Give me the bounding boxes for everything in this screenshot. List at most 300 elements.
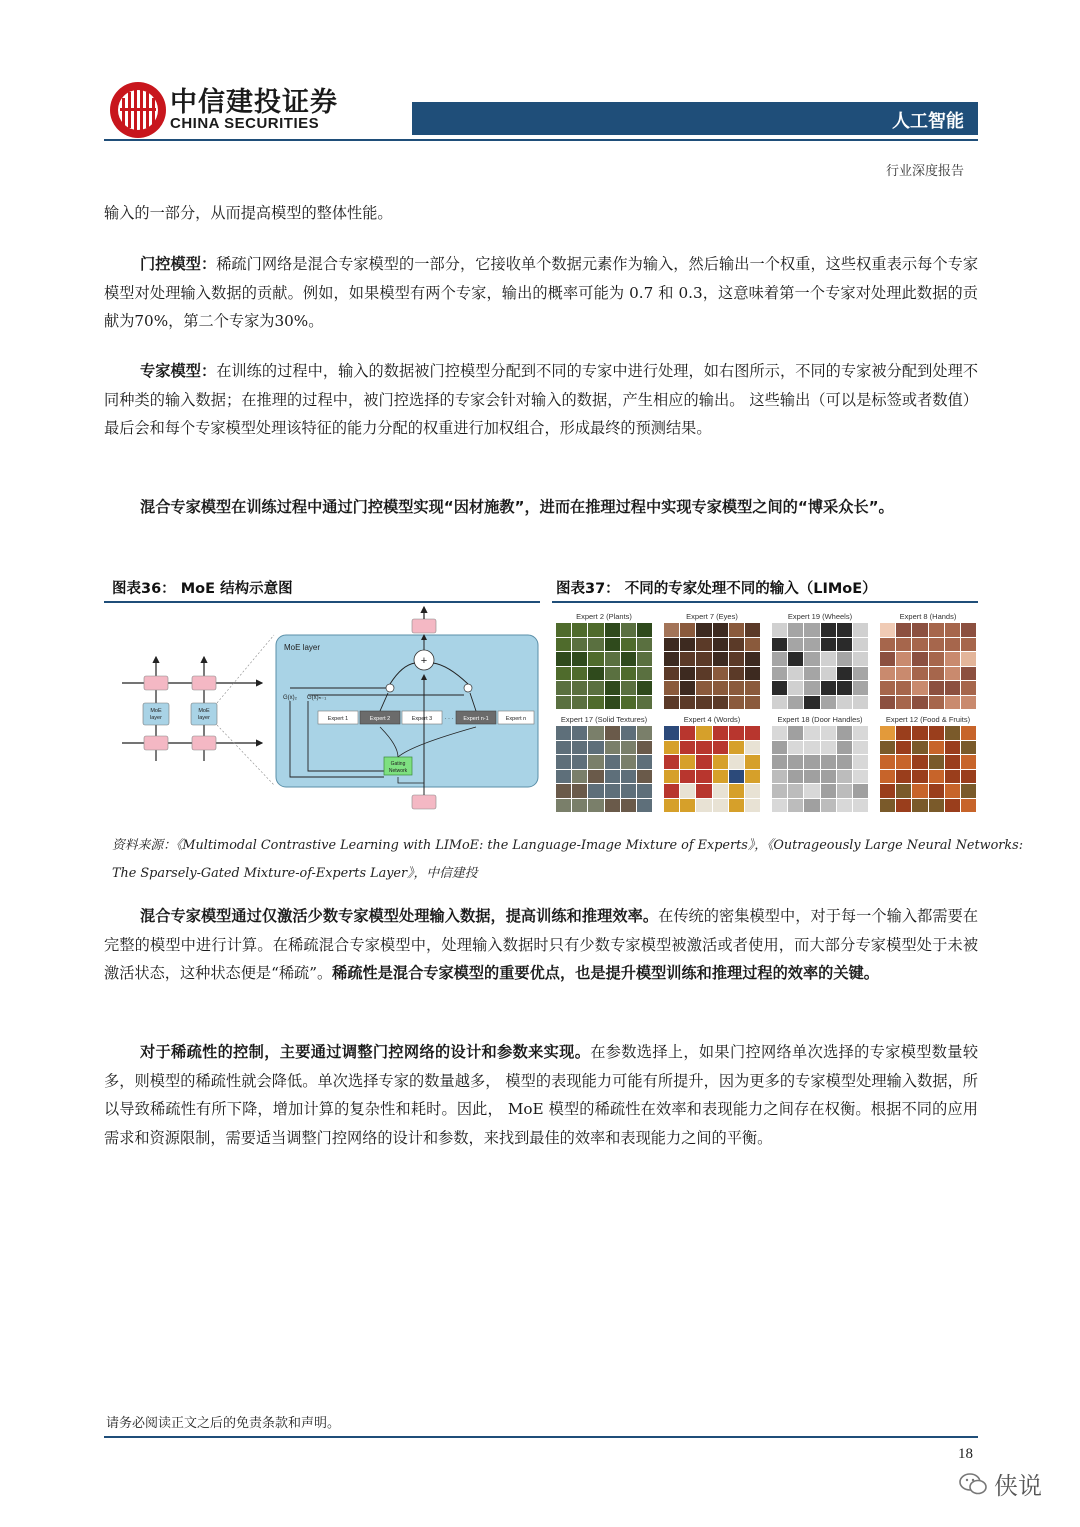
control-text: 在参数选择上，如果门控网络单次选择的专家模型数量较多，则模型的稀疏性就会降低。单次选择专家的数量越多， 模型的表现能力可能有所提升，因为更多的专家模型处理输入数据，所以导致稀疏性有所下降，增加计算的复杂性和耗时。因此， MoE 模型的稀疏性在效率和表现能力之间存在权衡。根据不同的应用需求和资源限制，需要适当调整门控网络的设计和参数，来找到最佳的效率和表现能力之间的平衡。 — [104, 1043, 979, 1147]
image-patch — [853, 667, 868, 681]
image-patch — [664, 741, 679, 755]
figure37-rule — [552, 601, 978, 603]
image-patch — [821, 681, 836, 695]
image-patch — [664, 652, 679, 666]
image-patch — [556, 726, 571, 740]
image-patch — [696, 681, 711, 695]
image-patch — [929, 741, 944, 755]
image-patch — [621, 681, 636, 695]
source-line-2: The Sparsely-Gated Mixture-of-Experts Layer》，中信建投 — [112, 866, 478, 881]
experts-text: 在训练的过程中，输入的数据被门控模型分配到不同的专家中进行处理，如右图所示，不同的专家被分配到处理不同种类的输入数据；在推理的过程中，被门控选择的专家会针对输入的数据，产生相应的输出。 这些输出（可以是标签或者数值） 最后会和每个专家模型处理该特征的能力分配的权重进行加权组合，形成最终的预测结果。 — [104, 362, 979, 437]
image-patch — [729, 726, 744, 740]
company-name-cn: 中信建投证券 — [170, 87, 338, 118]
image-patch — [961, 741, 976, 755]
expert-image-grid — [556, 623, 652, 709]
image-patch — [556, 741, 571, 755]
image-patch — [804, 667, 819, 681]
image-patch — [929, 726, 944, 740]
report-type: 行业深度报告 — [886, 164, 965, 179]
image-patch — [605, 696, 620, 710]
image-patch — [637, 652, 652, 666]
image-patch — [896, 784, 911, 798]
expert-image-grid — [664, 623, 760, 709]
expert-tile — [664, 612, 760, 709]
image-patch — [605, 667, 620, 681]
image-patch — [880, 652, 895, 666]
image-patch — [912, 726, 927, 740]
image-patch — [556, 755, 571, 769]
image-patch — [804, 784, 819, 798]
image-patch — [664, 726, 679, 740]
image-patch — [853, 784, 868, 798]
wechat-icon — [958, 1471, 988, 1497]
image-patch — [837, 696, 852, 710]
image-patch — [745, 667, 760, 681]
image-patch — [637, 799, 652, 813]
image-patch — [912, 799, 927, 813]
image-patch — [696, 726, 711, 740]
image-patch — [713, 784, 728, 798]
image-patch — [896, 638, 911, 652]
image-patch — [837, 755, 852, 769]
expert-tile — [556, 715, 652, 812]
image-patch — [945, 755, 960, 769]
image-patch — [961, 623, 976, 637]
image-patch — [880, 696, 895, 710]
image-patch — [853, 755, 868, 769]
image-patch — [713, 741, 728, 755]
image-patch — [713, 652, 728, 666]
image-patch — [605, 755, 620, 769]
image-patch — [945, 784, 960, 798]
image-patch — [713, 623, 728, 637]
image-patch — [804, 755, 819, 769]
image-patch — [713, 755, 728, 769]
expert-label: Expert 17 (Solid Textures) — [560, 715, 648, 724]
expert-image-panel — [556, 612, 976, 818]
image-patch — [961, 784, 976, 798]
layer-box — [192, 736, 216, 750]
image-patch — [788, 770, 803, 784]
svg-text:layer: layer — [150, 715, 162, 721]
image-patch — [804, 623, 819, 637]
image-patch — [896, 652, 911, 666]
image-patch — [912, 638, 927, 652]
company-logo — [108, 80, 168, 140]
image-patch — [837, 638, 852, 652]
image-patch — [572, 784, 587, 798]
section-banner — [412, 102, 978, 135]
svg-text:MoE: MoE — [150, 708, 162, 714]
image-patch — [664, 623, 679, 637]
watermark-text: 侠说 — [994, 1472, 1042, 1500]
image-patch — [572, 696, 587, 710]
image-patch — [745, 726, 760, 740]
image-patch — [680, 784, 695, 798]
image-patch — [696, 638, 711, 652]
image-patch — [621, 755, 636, 769]
image-patch — [961, 799, 976, 813]
image-patch — [605, 623, 620, 637]
image-patch — [837, 799, 852, 813]
image-patch — [772, 755, 787, 769]
image-patch — [961, 726, 976, 740]
image-patch — [961, 638, 976, 652]
image-patch — [637, 770, 652, 784]
image-patch — [572, 755, 587, 769]
image-patch — [961, 696, 976, 710]
image-patch — [621, 696, 636, 710]
image-patch — [696, 741, 711, 755]
image-patch — [621, 623, 636, 637]
svg-text:· · ·: · · · — [444, 716, 454, 722]
image-patch — [621, 667, 636, 681]
image-patch — [605, 784, 620, 798]
image-patch — [729, 741, 744, 755]
image-patch — [621, 784, 636, 798]
image-patch — [588, 755, 603, 769]
image-patch — [837, 726, 852, 740]
image-patch — [912, 652, 927, 666]
image-patch — [929, 799, 944, 813]
image-patch — [961, 681, 976, 695]
image-patch — [804, 652, 819, 666]
image-patch — [745, 770, 760, 784]
image-patch — [853, 726, 868, 740]
image-patch — [804, 770, 819, 784]
image-patch — [912, 784, 927, 798]
svg-text:Expert n: Expert n — [505, 716, 527, 722]
moe-layer-title: MoE layer — [284, 643, 321, 652]
page-number: 18 — [958, 1446, 973, 1462]
figure-source — [112, 832, 1024, 888]
gating-heading: 门控模型： — [140, 255, 217, 273]
image-patch — [680, 667, 695, 681]
moe-layer-box — [191, 703, 217, 725]
svg-text:Expert 1: Expert 1 — [327, 716, 349, 722]
image-patch — [945, 696, 960, 710]
image-patch — [680, 696, 695, 710]
image-patch — [788, 755, 803, 769]
image-patch — [680, 770, 695, 784]
svg-text:Expert n-1: Expert n-1 — [463, 716, 489, 722]
image-patch — [605, 681, 620, 695]
image-patch — [680, 726, 695, 740]
image-patch — [556, 623, 571, 637]
image-patch — [788, 623, 803, 637]
image-patch — [588, 652, 603, 666]
image-patch — [588, 623, 603, 637]
expert-tile — [880, 715, 976, 812]
sparsity-conclusion: 稀疏性是混合专家模型的重要优点，也是提升模型训练和推理过程的效率的关键。 — [332, 964, 879, 982]
image-patch — [896, 623, 911, 637]
image-patch — [680, 799, 695, 813]
image-patch — [713, 799, 728, 813]
image-patch — [853, 696, 868, 710]
image-patch — [572, 799, 587, 813]
image-patch — [680, 652, 695, 666]
output-box — [412, 619, 436, 633]
image-patch — [929, 638, 944, 652]
image-patch — [745, 741, 760, 755]
expert-label: Expert 8 (Hands) — [899, 612, 957, 621]
image-patch — [572, 726, 587, 740]
gating-text: 稀疏门网络是混合专家模型的一部分，它接收单个数据元素作为输入，然后输出一个权重，这些权重表示每个专家模型对处理输入数据的贡献。例如，如果模型有两个专家，输出的概率可能为 0.7 和 0.3，这意味着第一个专家对处理此数据的贡献为70%，第二个专家为30%。 — [104, 255, 979, 330]
image-patch — [772, 726, 787, 740]
expert-tile — [772, 715, 868, 812]
svg-text:layer: layer — [198, 715, 210, 721]
image-patch — [588, 784, 603, 798]
image-patch — [880, 770, 895, 784]
image-patch — [912, 681, 927, 695]
image-patch — [929, 652, 944, 666]
image-patch — [713, 681, 728, 695]
image-patch — [788, 667, 803, 681]
expert-image-grid — [664, 726, 760, 812]
image-patch — [821, 726, 836, 740]
image-patch — [853, 799, 868, 813]
image-patch — [696, 696, 711, 710]
image-patch — [853, 770, 868, 784]
image-patch — [821, 667, 836, 681]
image-patch — [772, 741, 787, 755]
image-patch — [853, 623, 868, 637]
image-patch — [912, 741, 927, 755]
expert-label: Expert 2 (Plants) — [576, 612, 632, 621]
image-patch — [788, 784, 803, 798]
image-patch — [837, 667, 852, 681]
image-patch — [880, 681, 895, 695]
svg-text:G(x)₂: G(x)₂ — [283, 695, 297, 701]
image-patch — [664, 696, 679, 710]
image-patch — [929, 696, 944, 710]
section-title: 人工智能 — [892, 111, 964, 132]
experts-heading: 专家模型： — [140, 362, 217, 380]
image-patch — [588, 726, 603, 740]
image-patch — [821, 784, 836, 798]
image-patch — [637, 726, 652, 740]
image-patch — [605, 726, 620, 740]
image-patch — [788, 696, 803, 710]
image-patch — [680, 755, 695, 769]
image-patch — [929, 681, 944, 695]
image-patch — [772, 638, 787, 652]
image-patch — [556, 638, 571, 652]
image-patch — [945, 799, 960, 813]
image-patch — [696, 667, 711, 681]
paragraph-sparsity — [104, 902, 978, 988]
image-patch — [588, 638, 603, 652]
image-patch — [745, 784, 760, 798]
moe-diagram-svg — [112, 605, 544, 815]
image-patch — [837, 770, 852, 784]
source-line-1: 资料来源：《Multimodal Contrastive Learning with LIMoE: the Language-Image Mixture of Experts》，《Outrageously Large Neural Networks: — [112, 838, 1024, 853]
image-patch — [961, 652, 976, 666]
figure37-title: 图表37： 不同的专家处理不同的输入（LIMoE） — [556, 581, 877, 597]
image-patch — [821, 638, 836, 652]
input-box — [412, 795, 436, 809]
sparsity-text: 在传统的密集模型中，对于每一个输入都需要在完整的模型中进行计算。在稀疏混合专家模型中，处理输入数据时只有少数专家模型被激活或者使用，而大部分专家模型处于未被激活状态，这种状态便是“稀疏”。 — [104, 907, 979, 982]
image-patch — [896, 741, 911, 755]
image-patch — [804, 741, 819, 755]
figure36-rule — [104, 601, 540, 603]
image-patch — [664, 770, 679, 784]
image-patch — [621, 638, 636, 652]
image-patch — [729, 652, 744, 666]
image-patch — [729, 681, 744, 695]
image-patch — [556, 799, 571, 813]
image-patch — [556, 770, 571, 784]
image-patch — [945, 638, 960, 652]
image-patch — [588, 696, 603, 710]
expert-tile — [880, 612, 976, 709]
image-patch — [912, 755, 927, 769]
image-patch — [821, 652, 836, 666]
image-patch — [572, 741, 587, 755]
image-patch — [572, 623, 587, 637]
expert-label: Expert 4 (Words) — [683, 715, 741, 724]
company-name-en: CHINA SECURITIES — [170, 115, 320, 132]
image-patch — [788, 799, 803, 813]
image-patch — [772, 681, 787, 695]
image-patch — [729, 638, 744, 652]
moe-diagram — [112, 605, 544, 815]
image-patch — [729, 799, 744, 813]
image-patch — [621, 726, 636, 740]
image-patch — [912, 770, 927, 784]
image-patch — [680, 623, 695, 637]
expert-label: Expert 12 (Food & Fruits) — [885, 715, 971, 724]
image-patch — [880, 755, 895, 769]
image-patch — [605, 652, 620, 666]
image-patch — [605, 799, 620, 813]
image-patch — [804, 638, 819, 652]
image-patch — [788, 638, 803, 652]
image-patch — [929, 784, 944, 798]
image-patch — [896, 696, 911, 710]
left-network — [122, 635, 274, 785]
svg-text:+: + — [420, 655, 428, 667]
image-patch — [853, 652, 868, 666]
svg-text:Gating: Gating — [390, 761, 406, 767]
image-patch — [804, 681, 819, 695]
image-patch — [745, 638, 760, 652]
paragraph-control — [104, 1038, 978, 1152]
image-patch — [945, 741, 960, 755]
image-patch — [621, 799, 636, 813]
image-patch — [880, 667, 895, 681]
image-patch — [745, 652, 760, 666]
moe-layer-box — [143, 703, 169, 725]
svg-text:MoE: MoE — [198, 708, 210, 714]
image-patch — [945, 770, 960, 784]
image-patch — [821, 770, 836, 784]
image-patch — [713, 667, 728, 681]
disclaimer-note: 请务必阅读正文之后的免责条款和声明。 — [106, 1416, 341, 1431]
image-patch — [680, 681, 695, 695]
image-patch — [929, 667, 944, 681]
image-patch — [637, 741, 652, 755]
image-patch — [772, 799, 787, 813]
image-patch — [896, 770, 911, 784]
image-patch — [572, 638, 587, 652]
image-patch — [713, 696, 728, 710]
image-patch — [821, 741, 836, 755]
image-patch — [729, 696, 744, 710]
image-patch — [556, 652, 571, 666]
image-patch — [556, 667, 571, 681]
image-patch — [912, 667, 927, 681]
figure36-title: 图表36： MoE 结构示意图 — [112, 581, 293, 597]
image-patch — [853, 681, 868, 695]
image-patch — [745, 755, 760, 769]
image-patch — [713, 726, 728, 740]
image-patch — [621, 770, 636, 784]
image-patch — [772, 770, 787, 784]
image-patch — [745, 799, 760, 813]
control-heading: 对于稀疏性的控制，主要通过调整门控网络的设计和参数来实现。 — [140, 1043, 591, 1061]
svg-text:Network: Network — [388, 768, 408, 774]
image-patch — [588, 799, 603, 813]
image-patch — [745, 681, 760, 695]
image-patch — [572, 681, 587, 695]
image-patch — [896, 755, 911, 769]
image-patch — [788, 726, 803, 740]
image-patch — [961, 667, 976, 681]
expert-image-grid — [772, 726, 868, 812]
image-patch — [945, 726, 960, 740]
image-patch — [696, 784, 711, 798]
logo-emblem-icon — [108, 80, 168, 140]
image-patch — [772, 652, 787, 666]
image-patch — [945, 623, 960, 637]
image-patch — [788, 741, 803, 755]
paragraph-summary — [104, 493, 978, 522]
image-patch — [729, 667, 744, 681]
image-patch — [637, 667, 652, 681]
paragraph-gating — [104, 250, 978, 336]
image-patch — [745, 696, 760, 710]
image-patch — [896, 681, 911, 695]
image-patch — [821, 696, 836, 710]
image-patch — [729, 623, 744, 637]
image-patch — [912, 623, 927, 637]
image-patch — [605, 741, 620, 755]
image-patch — [556, 784, 571, 798]
image-patch — [664, 638, 679, 652]
image-patch — [572, 770, 587, 784]
expert-tile — [556, 612, 652, 709]
image-patch — [945, 652, 960, 666]
image-patch — [572, 652, 587, 666]
expert-image-grid — [880, 726, 976, 812]
image-patch — [637, 638, 652, 652]
image-patch — [680, 741, 695, 755]
image-patch — [680, 638, 695, 652]
image-patch — [588, 741, 603, 755]
image-patch — [821, 755, 836, 769]
layer-box — [192, 676, 216, 690]
svg-text:Expert 3: Expert 3 — [411, 716, 433, 722]
image-patch — [556, 681, 571, 695]
image-patch — [804, 799, 819, 813]
image-patch — [696, 755, 711, 769]
image-patch — [853, 741, 868, 755]
image-patch — [945, 667, 960, 681]
image-patch — [912, 696, 927, 710]
image-patch — [772, 667, 787, 681]
image-patch — [896, 726, 911, 740]
